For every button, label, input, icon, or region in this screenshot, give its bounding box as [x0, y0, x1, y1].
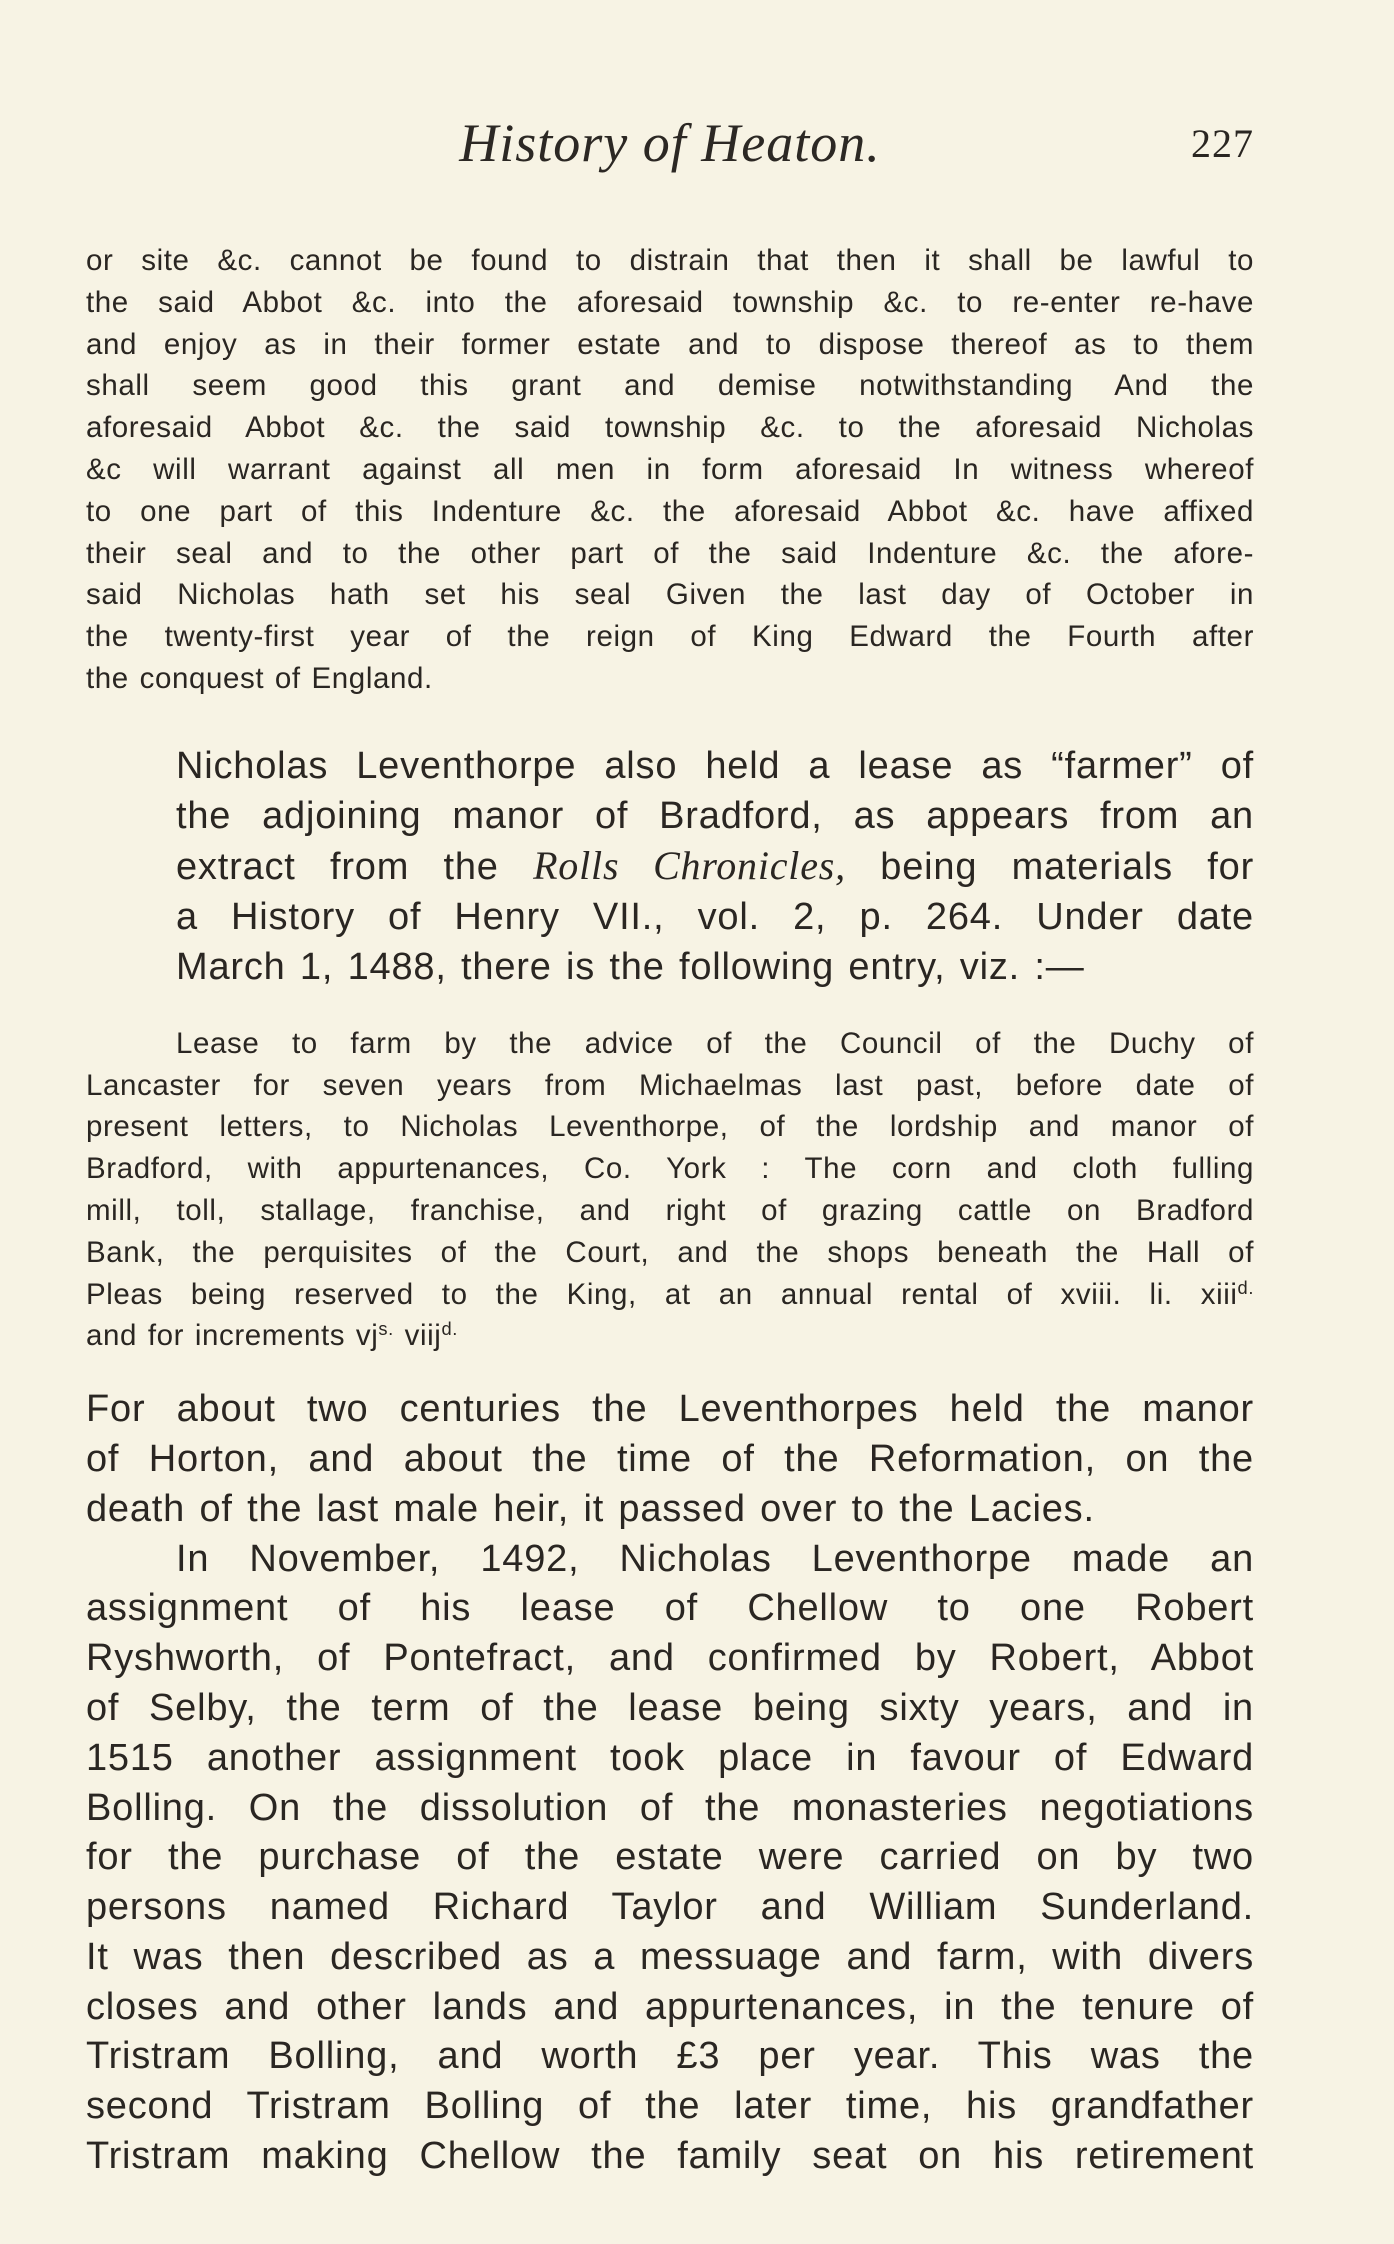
text-line: Lease to farm by the advice of the Council of the Duchy of [176, 1026, 1254, 1060]
text-span: viij [393, 1319, 442, 1353]
text-line [86, 1315, 1254, 1357]
text-line: Ryshworth, of Pontefract, and confirmed by Robert, Abbot [86, 1637, 1254, 1680]
text-line: Bolling. On the dissolution of the monasteries negotiations [86, 1786, 1254, 1829]
text-line: to one part of this Indenture &c. the aforesaid Abbot &c. have affixed [86, 494, 1254, 528]
text-line: aforesaid Abbot &c. the said township &c. to the aforesaid Nicholas [86, 411, 1254, 445]
text-line: shall seem good this grant and demise notwithstanding And the [86, 369, 1254, 403]
text-line: present letters, to Nicholas Leventhorpe, of the lordship and manor of [86, 1110, 1254, 1144]
text-line: for the purchase of the estate were carried on by two [86, 1836, 1254, 1879]
text-line: persons named Richard Taylor and William Sunderland. [86, 1886, 1254, 1929]
text-line: of Selby, the term of the lease being sixty years, and in [86, 1686, 1254, 1729]
text-line: the said Abbot &c. into the aforesaid township &c. to re-enter re-have [86, 285, 1254, 319]
text-line: &c will warrant against all men in form aforesaid In witness whereof [86, 452, 1254, 486]
text-line: It was then described as a messuage and farm, with divers [86, 1935, 1254, 1978]
text-line: a History of Henry VII., vol. 2, p. 264. Under date [176, 896, 1254, 939]
text-line: the adjoining manor of Bradford, as appears from an [176, 794, 1254, 837]
indenture-extract-paragraph [86, 240, 1254, 700]
text-line: their seal and to the other part of the said Indenture &c. the afore- [86, 536, 1254, 570]
text-line: and enjoy as in their former estate and to dispose thereof as to them [86, 327, 1254, 361]
text-line: Bradford, with appurtenances, Co. York : The corn and cloth fulling [86, 1152, 1254, 1186]
horton-manor-paragraph [86, 1385, 1254, 1534]
rolls-chronicles-title: Rolls Chronicles, [533, 843, 846, 889]
text-line [86, 841, 1254, 893]
text-line: Tristram Bolling, and worth £3 per year. This was the [86, 2035, 1254, 2078]
text-line: second Tristram Bolling of the later time, his grandfather [86, 2085, 1254, 2128]
superscript: d. [441, 1318, 458, 1340]
text-line: or site &c. cannot be found to distrain that then it shall be lawful to [86, 244, 1254, 277]
text-line: of Horton, and about the time of the Reformation, on the [86, 1437, 1254, 1480]
text-span: extract from the [176, 846, 499, 889]
text-line: Bank, the perquisites of the Court, and the shops beneath the Hall of [86, 1235, 1254, 1269]
text-line: closes and other lands and appurtenances, in the tenure of [86, 1985, 1254, 2028]
running-head [86, 112, 1254, 182]
text-line: the twenty-first year of the reign of King Edward the Fourth after [86, 620, 1254, 654]
text-line: mill, toll, stallage, franchise, and right of grazing cattle on Bradford [86, 1193, 1254, 1227]
superscript: s. [378, 1318, 394, 1340]
text-line: the conquest of England. [86, 661, 433, 695]
page-number: 227 [1191, 121, 1254, 166]
page [86, 112, 1254, 2182]
text-line: 1515 another assignment took place in favour of Edward [86, 1736, 1254, 1779]
text-span: being materials for [880, 846, 1255, 889]
text-line: In November, 1492, Nicholas Leventhorpe made an [176, 1537, 1254, 1580]
text-line [86, 1274, 1254, 1316]
text-line: death of the last male heir, it passed over to the Lacies. [86, 1487, 1095, 1530]
chellow-lease-paragraph [86, 1535, 1254, 2182]
text-line: March 1, 1488, there is the following entry, viz. :— [176, 945, 1085, 988]
text-span: Pleas being reserved to the King, at an annual rental of xviii. li. xiii [86, 1277, 1238, 1311]
running-title: History of Heaton. [459, 113, 881, 173]
bradford-lease-paragraph [86, 742, 1254, 993]
text-line: Lancaster for seven years from Michaelmas last past, before date of [86, 1068, 1254, 1102]
text-line: Tristram making Chellow the family seat on his retirement [86, 2135, 1254, 2178]
text-line: said Nicholas hath set his seal Given the last day of October in [86, 578, 1254, 612]
text-line: assignment of his lease of Chellow to one Robert [86, 1587, 1254, 1630]
text-line: For about two centuries the Leventhorpes held the manor [86, 1388, 1254, 1431]
superscript: d. [1237, 1276, 1254, 1298]
lease-entry-quotation [86, 1023, 1254, 1357]
text-line: Nicholas Leventhorpe also held a lease as “farmer” of [176, 744, 1254, 787]
text-span: and for increments vj [86, 1319, 379, 1353]
